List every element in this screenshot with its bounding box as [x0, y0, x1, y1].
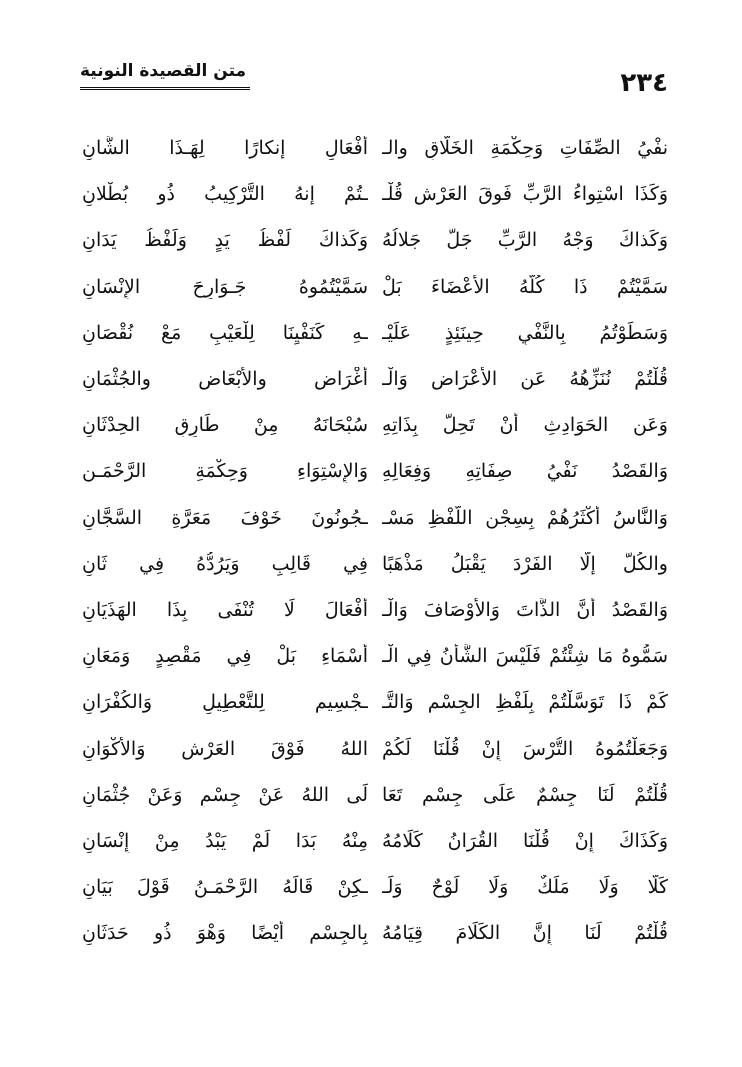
page-number: ٢٣٤ [620, 68, 668, 98]
first-hemistich: وَالنَّاسُ أَكْثَرُهُمْ بِسِجْنِ اللَّفْظِ مَسْـ [382, 506, 668, 529]
first-hemistich: كَمْ ذَا تَوَسَّلْتُمْ بِلَفْظِ الجِسْمِ وَالتَّـ [382, 691, 668, 714]
verse-line [82, 587, 668, 633]
verse-line [82, 356, 668, 402]
verse-line [82, 217, 668, 263]
second-hemistich: ـكِنْ قَالَهُ الرَّحْمَـنُ قَوْلَ بَيَانِ [82, 876, 368, 899]
first-hemistich: قُلْتُمْ نُنَزِّهُهُ عَنِ الأَعْرَاضِ وَالْـ [382, 368, 668, 391]
first-hemistich: وَعَنِ الحَوَادِثِ أَنْ تَحِلَّ بِذَاتِهِ [382, 414, 668, 437]
second-hemistich: سُبْحَانَهُ مِنْ طَارِقِ الحِدْثَانِ [82, 414, 368, 437]
first-hemistich: والكُلُّ إلَّا الفَرْدَ يَقْبَلُ مَذْهَبًا [382, 552, 668, 575]
second-hemistich: وَالإِسْتِوَاءِ وَحِكْمَةِ الرَّحْمَـنِ [82, 460, 368, 483]
first-hemistich: وَكَذَا اسْتِواءُ الرَّبِّ فَوقَ العَرْشِ قُلْـ [382, 183, 668, 206]
verse-line [82, 633, 668, 679]
second-hemistich: مِنْهُ بَدَا لَمْ يَبْدُ مِنْ إِنْسَانِ [82, 829, 368, 852]
first-hemistich: قُلْتُمْ لَنَا إِنَّ الكَلَامَ قِيَامُهُ [382, 922, 668, 945]
first-hemistich: وَجَعَلْتُمُوهُ التُّرْسَ إِنْ قُلْنَا لَكُمْ [382, 737, 668, 760]
first-hemistich: وَالقَصْدُ نَفْيُ صِفَاتِهِ وَفِعَالِهِ [382, 460, 668, 483]
first-hemistich: سَمَّيْتُمْ ذَا كُلَّهُ الأَعْضَاءَ بَلْ [382, 275, 668, 298]
verse-line [82, 910, 668, 956]
verse-line [82, 772, 668, 818]
second-hemistich: أفْعَالِ إنكارًا لِهَـذَا الشَّانِ [82, 137, 368, 160]
verse-line [82, 864, 668, 910]
second-hemistich: ـجُونُونَ خَوْفَ مَعَرَّةِ السَّجَّانِ [82, 506, 368, 529]
first-hemistich: نفْيُ الصِّفَاتِ وَحِكْمَةِ الخَلَّاقِ والـ [382, 137, 668, 160]
verse-line [82, 495, 668, 541]
verse-line [82, 310, 668, 356]
second-hemistich: فِي قَالِبٍ وَيَرُدُّهُ فِي ثَانِ [82, 552, 368, 575]
second-hemistich: وَكَذاكَ لَفْظُ يَدٍ وَلَفْظُ يَدَانِ [82, 229, 368, 252]
verse-line [82, 818, 668, 864]
verse-line [82, 725, 668, 771]
second-hemistich: لَى اللهُ عَنْ جِسْمٍ وَعَنْ جُثْمَانِ [82, 783, 368, 806]
first-hemistich: سَمُّوهُ مَا شِئْتُمْ فَلَيْسَ الشَّأْنُ فِي الْـ [382, 645, 668, 668]
first-hemistich: كَلَّا وَلَا مَلَكٌ وَلَا لَوْحٌ وَلَـ [382, 876, 668, 899]
second-hemistich: أَغْرَاضِ والأَبْعَاضِ والجُثْمَانِ [82, 368, 368, 391]
verse-line [82, 679, 668, 725]
first-hemistich: وَكَذَاكَ إِنْ قُلْنَا القُرَانُ كَلَامُهُ [382, 829, 668, 852]
verse-line [82, 402, 668, 448]
verse-line [82, 264, 668, 310]
poem-verses [82, 125, 668, 956]
first-hemistich: وَسَطَوْتُمُ بِالنَّفْيِ حِينَئِذٍ عَلَيْـ [382, 321, 668, 344]
second-hemistich: ـهِ كَنَفْيِنَا لِلْعَيْبِ مَعْ نُقْصَانِ [82, 321, 368, 344]
second-hemistich: بِالجِسْمِ أَيْضًا وَهْوَ ذُو حَدَثَانِ [82, 922, 368, 945]
header-rule [80, 87, 250, 90]
page-header [80, 58, 668, 98]
second-hemistich: اللهُ فَوْقَ العَرْشِ وَالأَكْوَانِ [82, 737, 368, 760]
running-title: متن القصيدة النونية [80, 61, 247, 81]
second-hemistich: ـتُمْ إنهُ التَّرْكِيبُ ذُو بُطْلانِ [82, 183, 368, 206]
first-hemistich: قُلْتُمْ لَنَا جِسْمٌ عَلَى جِسْمٍ تَعَا [382, 783, 668, 806]
verse-line [82, 448, 668, 494]
verse-line [82, 125, 668, 171]
first-hemistich: وَكَذاكَ وَجْهُ الرَّبِّ جَلَّ جَلالُهُ [382, 229, 668, 252]
first-hemistich: وَالقَصْدُ أَنَّ الذَّاتَ وَالأَوْصَافَ وَالْـ [382, 598, 668, 621]
second-hemistich: أَسْمَاءِ بَلْ فِي مَقْصِدٍ وَمَعَانِ [82, 645, 368, 668]
second-hemistich: أَفْعَالَ لَا تُنْفَى بِذَا الهَذَيَانِ [82, 598, 368, 621]
second-hemistich: ـجْسِيمِ لِلتَّعْطِيلِ وَالكُفْرَانِ [82, 691, 368, 714]
second-hemistich: سَمَّيْتُمُوهُ جَـوَارِحَ الإِنْسَانِ [82, 275, 368, 298]
verse-line [82, 541, 668, 587]
verse-line [82, 171, 668, 217]
